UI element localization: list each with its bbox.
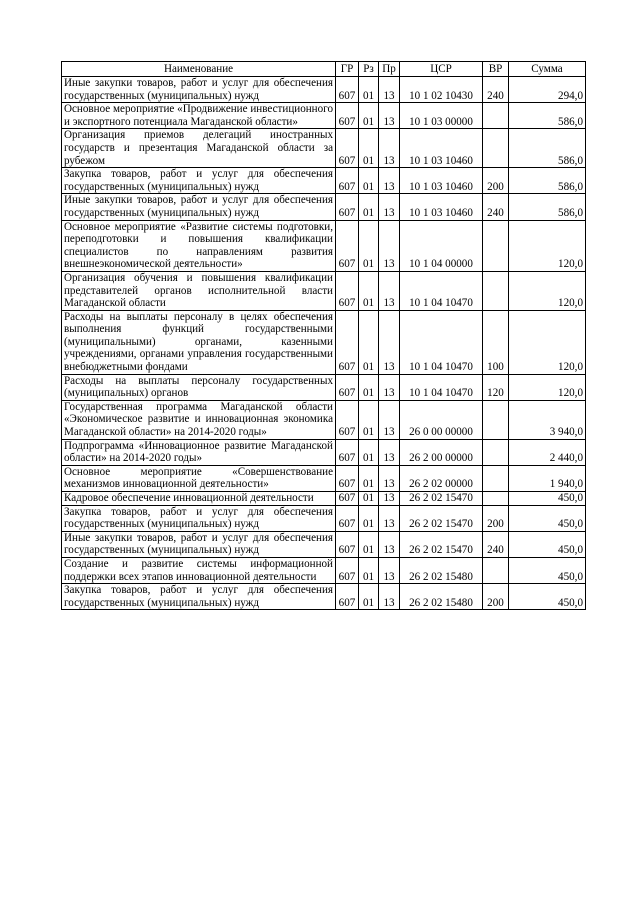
table-row xyxy=(62,194,586,220)
row-pr: 13 xyxy=(379,400,400,439)
row-vr: 240 xyxy=(483,531,509,557)
row-name: Кадровое обеспечение инновационной деятельности xyxy=(62,492,336,506)
row-sum: 586,0 xyxy=(509,103,586,129)
row-vr: 100 xyxy=(483,310,509,374)
row-sum: 450,0 xyxy=(509,557,586,583)
row-pr: 13 xyxy=(379,531,400,557)
col-vr-header: ВР xyxy=(483,62,509,77)
row-name: Закупка товаров, работ и услуг для обеспечения государственных (муниципальных) нужд xyxy=(62,168,336,194)
table-row xyxy=(62,103,586,129)
row-sum: 294,0 xyxy=(509,77,586,103)
row-name: Организация обучения и повышения квалификации представителей органов исполнительной власти Магаданской области xyxy=(62,271,336,310)
row-vr xyxy=(483,103,509,129)
row-rz: 01 xyxy=(359,465,379,491)
table-row xyxy=(62,271,586,310)
table-row xyxy=(62,310,586,374)
table-row xyxy=(62,129,586,168)
row-name: Основное мероприятие «Развитие системы подготовки, переподготовки и повышения квалификации специалистов по направлениям развития внешнеэкономической деятельности» xyxy=(62,220,336,271)
row-csr: 10 1 04 10470 xyxy=(400,374,483,400)
row-rz: 01 xyxy=(359,531,379,557)
row-vr: 200 xyxy=(483,584,509,610)
row-vr: 240 xyxy=(483,194,509,220)
table-row xyxy=(62,531,586,557)
row-gr: 607 xyxy=(336,584,359,610)
row-sum: 2 440,0 xyxy=(509,439,586,465)
row-sum: 586,0 xyxy=(509,129,586,168)
row-gr: 607 xyxy=(336,465,359,491)
row-sum: 586,0 xyxy=(509,168,586,194)
row-pr: 13 xyxy=(379,310,400,374)
row-sum: 586,0 xyxy=(509,194,586,220)
row-sum: 450,0 xyxy=(509,531,586,557)
document-page xyxy=(61,61,585,610)
row-sum: 450,0 xyxy=(509,584,586,610)
table-row xyxy=(62,220,586,271)
row-name: Организация приемов делегаций иностранных государств и презентация Магаданской области за рубежом xyxy=(62,129,336,168)
row-csr: 26 2 02 15480 xyxy=(400,584,483,610)
row-gr: 607 xyxy=(336,439,359,465)
table-row xyxy=(62,77,586,103)
row-csr: 10 1 03 00000 xyxy=(400,103,483,129)
row-pr: 13 xyxy=(379,194,400,220)
row-name: Закупка товаров, работ и услуг для обеспечения государственных (муниципальных) нужд xyxy=(62,505,336,531)
row-rz: 01 xyxy=(359,194,379,220)
row-pr: 13 xyxy=(379,77,400,103)
row-csr: 26 2 02 15470 xyxy=(400,531,483,557)
row-pr: 13 xyxy=(379,103,400,129)
row-csr: 26 0 00 00000 xyxy=(400,400,483,439)
col-rz-header: Рз xyxy=(359,62,379,77)
row-name: Создание и развитие системы информационной поддержки всех этапов инновационной деятельности xyxy=(62,557,336,583)
table-row xyxy=(62,492,586,506)
row-vr: 200 xyxy=(483,168,509,194)
col-sum-header: Сумма xyxy=(509,62,586,77)
row-pr: 13 xyxy=(379,584,400,610)
row-csr: 26 2 02 00000 xyxy=(400,465,483,491)
row-csr: 26 2 00 00000 xyxy=(400,439,483,465)
row-name: Иные закупки товаров, работ и услуг для обеспечения государственных (муниципальных) нужд xyxy=(62,194,336,220)
row-csr: 10 1 02 10430 xyxy=(400,77,483,103)
row-name: Подпрограмма «Инновационное развитие Магаданской области» на 2014-2020 годы» xyxy=(62,439,336,465)
row-rz: 01 xyxy=(359,310,379,374)
row-name: Закупка товаров, работ и услуг для обеспечения государственных (муниципальных) нужд xyxy=(62,584,336,610)
row-gr: 607 xyxy=(336,531,359,557)
row-pr: 13 xyxy=(379,168,400,194)
col-gr-header: ГР xyxy=(336,62,359,77)
row-gr: 607 xyxy=(336,400,359,439)
table-row xyxy=(62,439,586,465)
table-row xyxy=(62,584,586,610)
row-gr: 607 xyxy=(336,194,359,220)
row-sum: 3 940,0 xyxy=(509,400,586,439)
row-name: Основное мероприятие «Продвижение инвестиционного и экспортного потенциала Магаданской области» xyxy=(62,103,336,129)
row-name: Основное мероприятие «Совершенствование механизмов инновационной деятельности» xyxy=(62,465,336,491)
row-pr: 13 xyxy=(379,492,400,506)
row-rz: 01 xyxy=(359,168,379,194)
row-rz: 01 xyxy=(359,400,379,439)
row-name: Иные закупки товаров, работ и услуг для обеспечения государственных (муниципальных) нужд xyxy=(62,77,336,103)
row-sum: 1 940,0 xyxy=(509,465,586,491)
col-csr-header: ЦСР xyxy=(400,62,483,77)
row-rz: 01 xyxy=(359,374,379,400)
row-pr: 13 xyxy=(379,271,400,310)
table-row xyxy=(62,168,586,194)
row-csr: 10 1 04 10470 xyxy=(400,310,483,374)
row-csr: 10 1 03 10460 xyxy=(400,194,483,220)
row-rz: 01 xyxy=(359,271,379,310)
row-pr: 13 xyxy=(379,220,400,271)
row-name: Иные закупки товаров, работ и услуг для обеспечения государственных (муниципальных) нужд xyxy=(62,531,336,557)
row-gr: 607 xyxy=(336,103,359,129)
row-vr xyxy=(483,271,509,310)
row-rz: 01 xyxy=(359,103,379,129)
row-csr: 10 1 04 10470 xyxy=(400,271,483,310)
table-row xyxy=(62,400,586,439)
row-pr: 13 xyxy=(379,374,400,400)
row-vr: 120 xyxy=(483,374,509,400)
row-gr: 607 xyxy=(336,310,359,374)
row-name: Расходы на выплаты персоналу государственных (муниципальных) органов xyxy=(62,374,336,400)
row-vr xyxy=(483,557,509,583)
row-gr: 607 xyxy=(336,129,359,168)
row-vr xyxy=(483,439,509,465)
row-gr: 607 xyxy=(336,492,359,506)
row-name: Расходы на выплаты персоналу в целях обеспечения выполнения функций государственными (муниципальными) органами, казенными учреждениями, органами управления государственными внебюджетными фондами xyxy=(62,310,336,374)
row-csr: 26 2 02 15470 xyxy=(400,492,483,506)
row-vr: 240 xyxy=(483,77,509,103)
row-pr: 13 xyxy=(379,439,400,465)
row-gr: 607 xyxy=(336,220,359,271)
header-row xyxy=(62,62,586,77)
table-row xyxy=(62,505,586,531)
row-vr xyxy=(483,220,509,271)
row-vr xyxy=(483,465,509,491)
row-gr: 607 xyxy=(336,374,359,400)
row-rz: 01 xyxy=(359,220,379,271)
row-pr: 13 xyxy=(379,129,400,168)
row-rz: 01 xyxy=(359,557,379,583)
row-sum: 120,0 xyxy=(509,220,586,271)
table-header xyxy=(62,62,586,77)
row-sum: 450,0 xyxy=(509,505,586,531)
col-name-header: Наименование xyxy=(62,62,336,77)
row-csr: 10 1 04 00000 xyxy=(400,220,483,271)
budget-table xyxy=(61,61,586,610)
row-rz: 01 xyxy=(359,505,379,531)
row-csr: 10 1 03 10460 xyxy=(400,168,483,194)
row-vr xyxy=(483,129,509,168)
row-csr: 26 2 02 15480 xyxy=(400,557,483,583)
table-row xyxy=(62,374,586,400)
table-body xyxy=(62,77,586,610)
table-row xyxy=(62,465,586,491)
row-sum: 120,0 xyxy=(509,374,586,400)
row-vr xyxy=(483,492,509,506)
row-name: Государственная программа Магаданской области «Экономическое развитие и инновационная экономика Магаданской области» на 2014-2020 годы» xyxy=(62,400,336,439)
row-vr xyxy=(483,400,509,439)
row-gr: 607 xyxy=(336,505,359,531)
col-pr-header: Пр xyxy=(379,62,400,77)
row-pr: 13 xyxy=(379,557,400,583)
row-rz: 01 xyxy=(359,77,379,103)
row-rz: 01 xyxy=(359,439,379,465)
row-rz: 01 xyxy=(359,584,379,610)
row-pr: 13 xyxy=(379,505,400,531)
row-rz: 01 xyxy=(359,492,379,506)
row-pr: 13 xyxy=(379,465,400,491)
row-gr: 607 xyxy=(336,271,359,310)
row-csr: 10 1 03 10460 xyxy=(400,129,483,168)
row-csr: 26 2 02 15470 xyxy=(400,505,483,531)
row-sum: 120,0 xyxy=(509,310,586,374)
row-gr: 607 xyxy=(336,557,359,583)
row-vr: 200 xyxy=(483,505,509,531)
row-gr: 607 xyxy=(336,168,359,194)
row-gr: 607 xyxy=(336,77,359,103)
table-row xyxy=(62,557,586,583)
row-sum: 120,0 xyxy=(509,271,586,310)
row-sum: 450,0 xyxy=(509,492,586,506)
row-rz: 01 xyxy=(359,129,379,168)
